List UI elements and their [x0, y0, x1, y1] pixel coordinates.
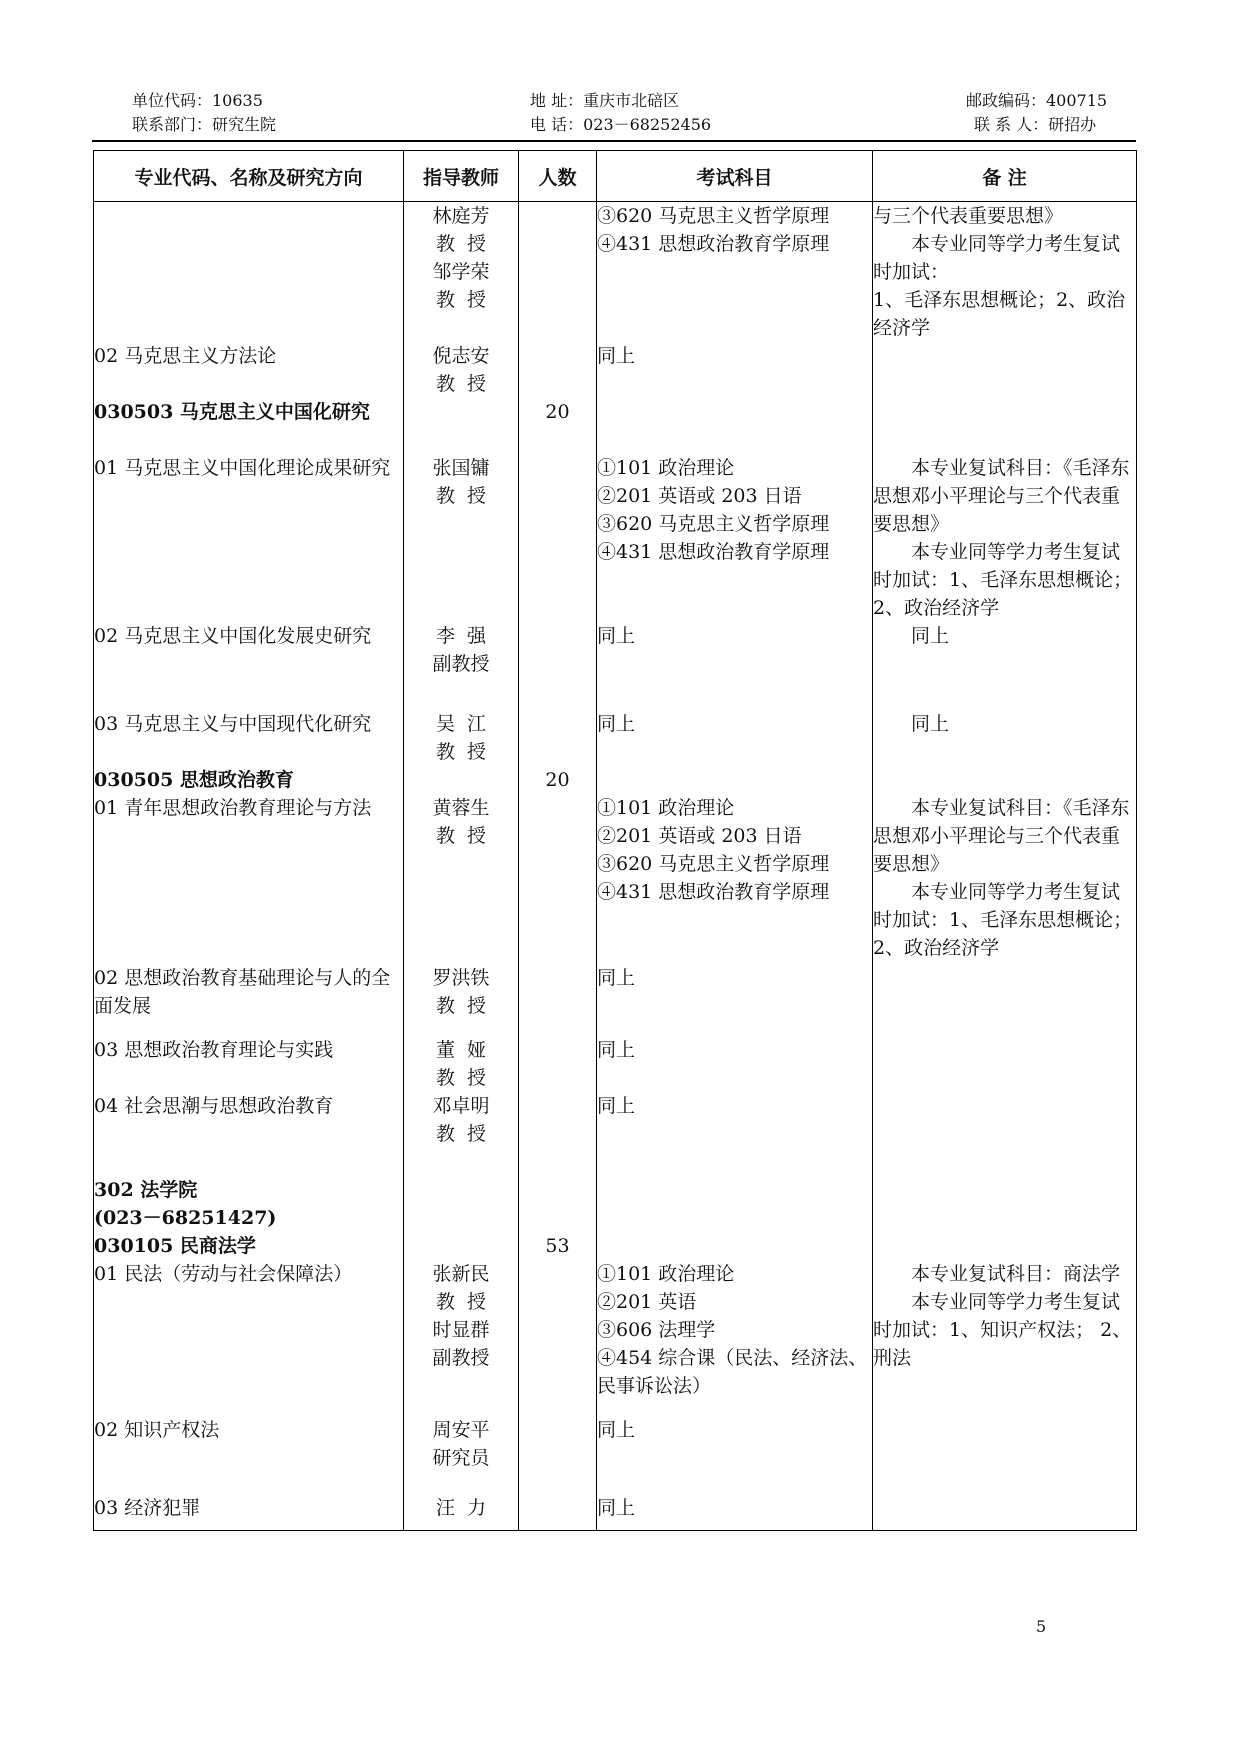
- enrollment-count: [519, 622, 597, 710]
- enrollment-count: [519, 202, 597, 343]
- table-row: [94, 454, 1137, 622]
- advisor-line: 研究员: [432, 1447, 490, 1469]
- column-header-exam-subjects: 考试科目: [597, 151, 873, 202]
- advisor-line: 张新民: [432, 1263, 490, 1285]
- table-body: [94, 202, 1137, 1531]
- advisor-line: 林庭芳: [432, 205, 490, 227]
- advisor-line: 董 娅: [435, 1039, 487, 1061]
- research-direction: 03 思想政治教育理论与实践: [94, 1036, 404, 1092]
- advisor-line: 邹学荣: [432, 261, 490, 283]
- notes-cell: [873, 622, 1137, 710]
- advisor-line: 教 授: [435, 995, 487, 1017]
- exam-subject: ④454 综合课（民法、经济法、民事诉讼法）: [597, 1347, 868, 1397]
- advisor-cell: [404, 1036, 519, 1092]
- enrollment-count: [519, 1176, 597, 1204]
- enrollment-count: [519, 964, 597, 1036]
- exam-subjects-cell: [597, 1260, 873, 1416]
- advisor-line: 教 授: [435, 233, 487, 255]
- advisor-cell: [404, 202, 519, 343]
- table-row: [94, 964, 1137, 1036]
- note-line: 1、毛泽东思想概论；2、政治经济学: [873, 289, 1126, 339]
- research-direction: 04 社会思潮与思想政治教育: [94, 1092, 404, 1176]
- notes-cell: [873, 1092, 1137, 1176]
- exam-subjects-cell: [597, 710, 873, 766]
- enrollment-count: [519, 454, 597, 622]
- exam-subjects-cell: [597, 1494, 873, 1530]
- unit-code: 单位代码：10635: [132, 91, 263, 110]
- enrollment-count: [519, 1416, 597, 1494]
- advisor-line: 教 授: [435, 1067, 487, 1089]
- major-heading: 302 法学院: [94, 1176, 404, 1204]
- exam-subject: 同上: [597, 1095, 636, 1117]
- exam-subject: ①101 政治理论: [597, 1263, 735, 1285]
- note-line: 同上: [911, 625, 950, 647]
- research-direction: 01 青年思想政治教育理论与方法: [94, 794, 404, 964]
- table-row: [94, 1204, 1137, 1232]
- table-row: [94, 794, 1137, 964]
- table-row: [94, 710, 1137, 766]
- postal-code: 邮政编码：400715: [966, 91, 1108, 110]
- exam-subjects-cell: [597, 964, 873, 1036]
- enrollment-count: [519, 1494, 597, 1530]
- advisor-line: 教 授: [435, 741, 487, 763]
- exam-subject: 同上: [597, 967, 636, 989]
- advisor-line: 教 授: [435, 1291, 487, 1313]
- table-row: [94, 398, 1137, 454]
- research-direction: 01 民法（劳动与社会保障法）: [94, 1260, 404, 1416]
- major-heading: (023－68251427): [94, 1204, 404, 1232]
- notes-cell: [873, 766, 1137, 794]
- notes-cell: [873, 794, 1137, 964]
- note-line: 与三个代表重要思想》: [873, 205, 1064, 227]
- notes-cell: [873, 202, 1137, 343]
- advisor-cell: [404, 1416, 519, 1494]
- advisor-line: 倪志安: [432, 345, 490, 367]
- notes-cell: [873, 710, 1137, 766]
- column-header-notes: 备 注: [873, 151, 1137, 202]
- column-header-advisor: 指导教师: [404, 151, 519, 202]
- advisor-line: 罗洪铁: [432, 967, 490, 989]
- exam-subject: ③620 马克思主义哲学原理: [597, 853, 830, 875]
- enrollment-count: [519, 1036, 597, 1092]
- exam-subjects-cell: [597, 1036, 873, 1092]
- phone: 电 话：023－68252456: [530, 115, 712, 134]
- exam-subjects-cell: [597, 794, 873, 964]
- advisor-line: 时显群: [432, 1319, 490, 1341]
- note-line: 本专业同等学力考生复试时加试：: [873, 233, 1121, 283]
- note-line: 本专业同等学力考生复试时加试：1、毛泽东思想概论；2、政治经济学: [873, 881, 1133, 959]
- table-row: [94, 1092, 1137, 1176]
- notes-cell: [873, 1232, 1137, 1260]
- notes-cell: [873, 1494, 1137, 1530]
- table-row: [94, 1260, 1137, 1416]
- advisor-cell: [404, 794, 519, 964]
- advisor-line: 副教授: [432, 653, 490, 675]
- exam-subject: ①101 政治理论: [597, 797, 735, 819]
- exam-subjects-cell: [597, 622, 873, 710]
- advisor-line: 教 授: [435, 289, 487, 311]
- advisor-line: 副教授: [432, 1347, 490, 1369]
- table-row: [94, 766, 1137, 794]
- enrollment-count: 20: [519, 398, 597, 454]
- advisor-cell: [404, 964, 519, 1036]
- exam-subject: ②201 英语: [597, 1291, 697, 1313]
- exam-subjects-cell: [597, 1204, 873, 1232]
- exam-subject: 同上: [597, 625, 636, 647]
- exam-subjects-cell: [597, 1176, 873, 1204]
- notes-cell: [873, 1416, 1137, 1494]
- exam-subjects-cell: [597, 1092, 873, 1176]
- advisor-cell: [404, 1260, 519, 1416]
- exam-subjects-cell: [597, 342, 873, 398]
- exam-subject: ②201 英语或 203 日语: [597, 485, 802, 507]
- advisor-line: 吴 江: [435, 713, 487, 735]
- advisor-line: 张国镛: [432, 457, 490, 479]
- exam-subject: 同上: [597, 1497, 636, 1519]
- exam-subjects-cell: [597, 398, 873, 454]
- advisor-line: 李 强: [435, 625, 487, 647]
- table-row: [94, 1176, 1137, 1204]
- table-row: [94, 622, 1137, 710]
- advisor-line: 教 授: [435, 825, 487, 847]
- table-header-row: [94, 151, 1137, 202]
- header-rule: [92, 140, 1136, 142]
- advisor-line: 汪 力: [435, 1497, 487, 1519]
- advisor-cell: [404, 342, 519, 398]
- enrollment-count: [519, 1260, 597, 1416]
- enrollment-count: [519, 1204, 597, 1232]
- exam-subject: ③620 马克思主义哲学原理: [597, 205, 830, 227]
- enrollment-count: [519, 794, 597, 964]
- advisor-cell: [404, 1494, 519, 1530]
- note-line: 本专业同等学力考生复试时加试：1、知识产权法； 2、刑法: [873, 1291, 1132, 1369]
- research-direction: 02 思想政治教育基础理论与人的全面发展: [94, 964, 404, 1036]
- advisor-line: 邓卓明: [432, 1095, 490, 1117]
- notes-cell: [873, 964, 1137, 1036]
- column-header-count: 人数: [519, 151, 597, 202]
- advisor-cell: [404, 710, 519, 766]
- exam-subject: ④431 思想政治教育学原理: [597, 233, 830, 255]
- exam-subjects-cell: [597, 454, 873, 622]
- exam-subject: ④431 思想政治教育学原理: [597, 541, 830, 563]
- table-row: [94, 1232, 1137, 1260]
- notes-cell: [873, 398, 1137, 454]
- advisor-cell: [404, 1176, 519, 1204]
- advisor-cell: [404, 1232, 519, 1260]
- exam-subject: 同上: [597, 1039, 636, 1061]
- exam-subject: 同上: [597, 345, 636, 367]
- exam-subject: ①101 政治理论: [597, 457, 735, 479]
- notes-cell: [873, 342, 1137, 398]
- note-line: 同上: [911, 713, 950, 735]
- advisor-cell: [404, 766, 519, 794]
- advisor-cell: [404, 398, 519, 454]
- advisor-line: 教 授: [435, 373, 487, 395]
- advisor-line: 教 授: [435, 1123, 487, 1145]
- research-direction: 03 马克思主义与中国现代化研究: [94, 710, 404, 766]
- table-row: [94, 1494, 1137, 1530]
- note-line: 本专业复试科目：《毛泽东思想邓小平理论与三个代表重要思想》: [873, 797, 1130, 875]
- exam-subject: 同上: [597, 1419, 636, 1441]
- exam-subjects-cell: [597, 1232, 873, 1260]
- notes-cell: [873, 1176, 1137, 1204]
- notes-cell: [873, 1036, 1137, 1092]
- advisor-cell: [404, 1204, 519, 1232]
- enrollment-count: [519, 1092, 597, 1176]
- note-line: 本专业复试科目：商法学: [911, 1263, 1121, 1285]
- major-heading: 030505 思想政治教育: [94, 766, 404, 794]
- advisor-line: 黄蓉生: [432, 797, 490, 819]
- advisor-line: 教 授: [435, 485, 487, 507]
- exam-subject: ③620 马克思主义哲学原理: [597, 513, 830, 535]
- notes-cell: [873, 454, 1137, 622]
- contact-department: 联系部门：研究生院: [132, 115, 277, 134]
- exam-subjects-cell: [597, 766, 873, 794]
- research-direction: 02 马克思主义中国化发展史研究: [94, 622, 404, 710]
- table-row: [94, 1416, 1137, 1494]
- advisor-cell: [404, 1092, 519, 1176]
- note-line: 本专业复试科目：《毛泽东思想邓小平理论与三个代表重要思想》: [873, 457, 1130, 535]
- page-number: 5: [1036, 1617, 1047, 1636]
- major-heading: 030503 马克思主义中国化研究: [94, 398, 404, 454]
- contact-person: 联 系 人：研招办: [974, 115, 1097, 134]
- exam-subjects-cell: [597, 202, 873, 343]
- notes-cell: [873, 1204, 1137, 1232]
- enrollment-count: [519, 342, 597, 398]
- enrollment-count: 20: [519, 766, 597, 794]
- research-direction: 02 马克思主义方法论: [94, 342, 404, 398]
- research-direction: [94, 202, 404, 343]
- research-direction: 03 经济犯罪: [94, 1494, 404, 1530]
- research-direction: 01 马克思主义中国化理论成果研究: [94, 454, 404, 622]
- enrollment-count: 53: [519, 1232, 597, 1260]
- exam-subject: ④431 思想政治教育学原理: [597, 881, 830, 903]
- address: 地 址：重庆市北碚区: [530, 91, 680, 110]
- table-row: [94, 202, 1137, 343]
- advisor-cell: [404, 454, 519, 622]
- exam-subject: 同上: [597, 713, 636, 735]
- exam-subject: ②201 英语或 203 日语: [597, 825, 802, 847]
- column-header-direction: 专业代码、名称及研究方向: [94, 151, 404, 202]
- table-row: [94, 1036, 1137, 1092]
- notes-cell: [873, 1260, 1137, 1416]
- note-line: 本专业同等学力考生复试时加试：1、毛泽东思想概论；2、政治经济学: [873, 541, 1133, 619]
- major-heading: 030105 民商法学: [94, 1232, 404, 1260]
- exam-subjects-cell: [597, 1416, 873, 1494]
- advisor-cell: [404, 622, 519, 710]
- exam-subject: ③606 法理学: [597, 1319, 716, 1341]
- advisor-line: 周安平: [432, 1419, 490, 1441]
- table-row: [94, 342, 1137, 398]
- research-direction: 02 知识产权法: [94, 1416, 404, 1494]
- enrollment-count: [519, 710, 597, 766]
- admissions-table: [93, 150, 1137, 1531]
